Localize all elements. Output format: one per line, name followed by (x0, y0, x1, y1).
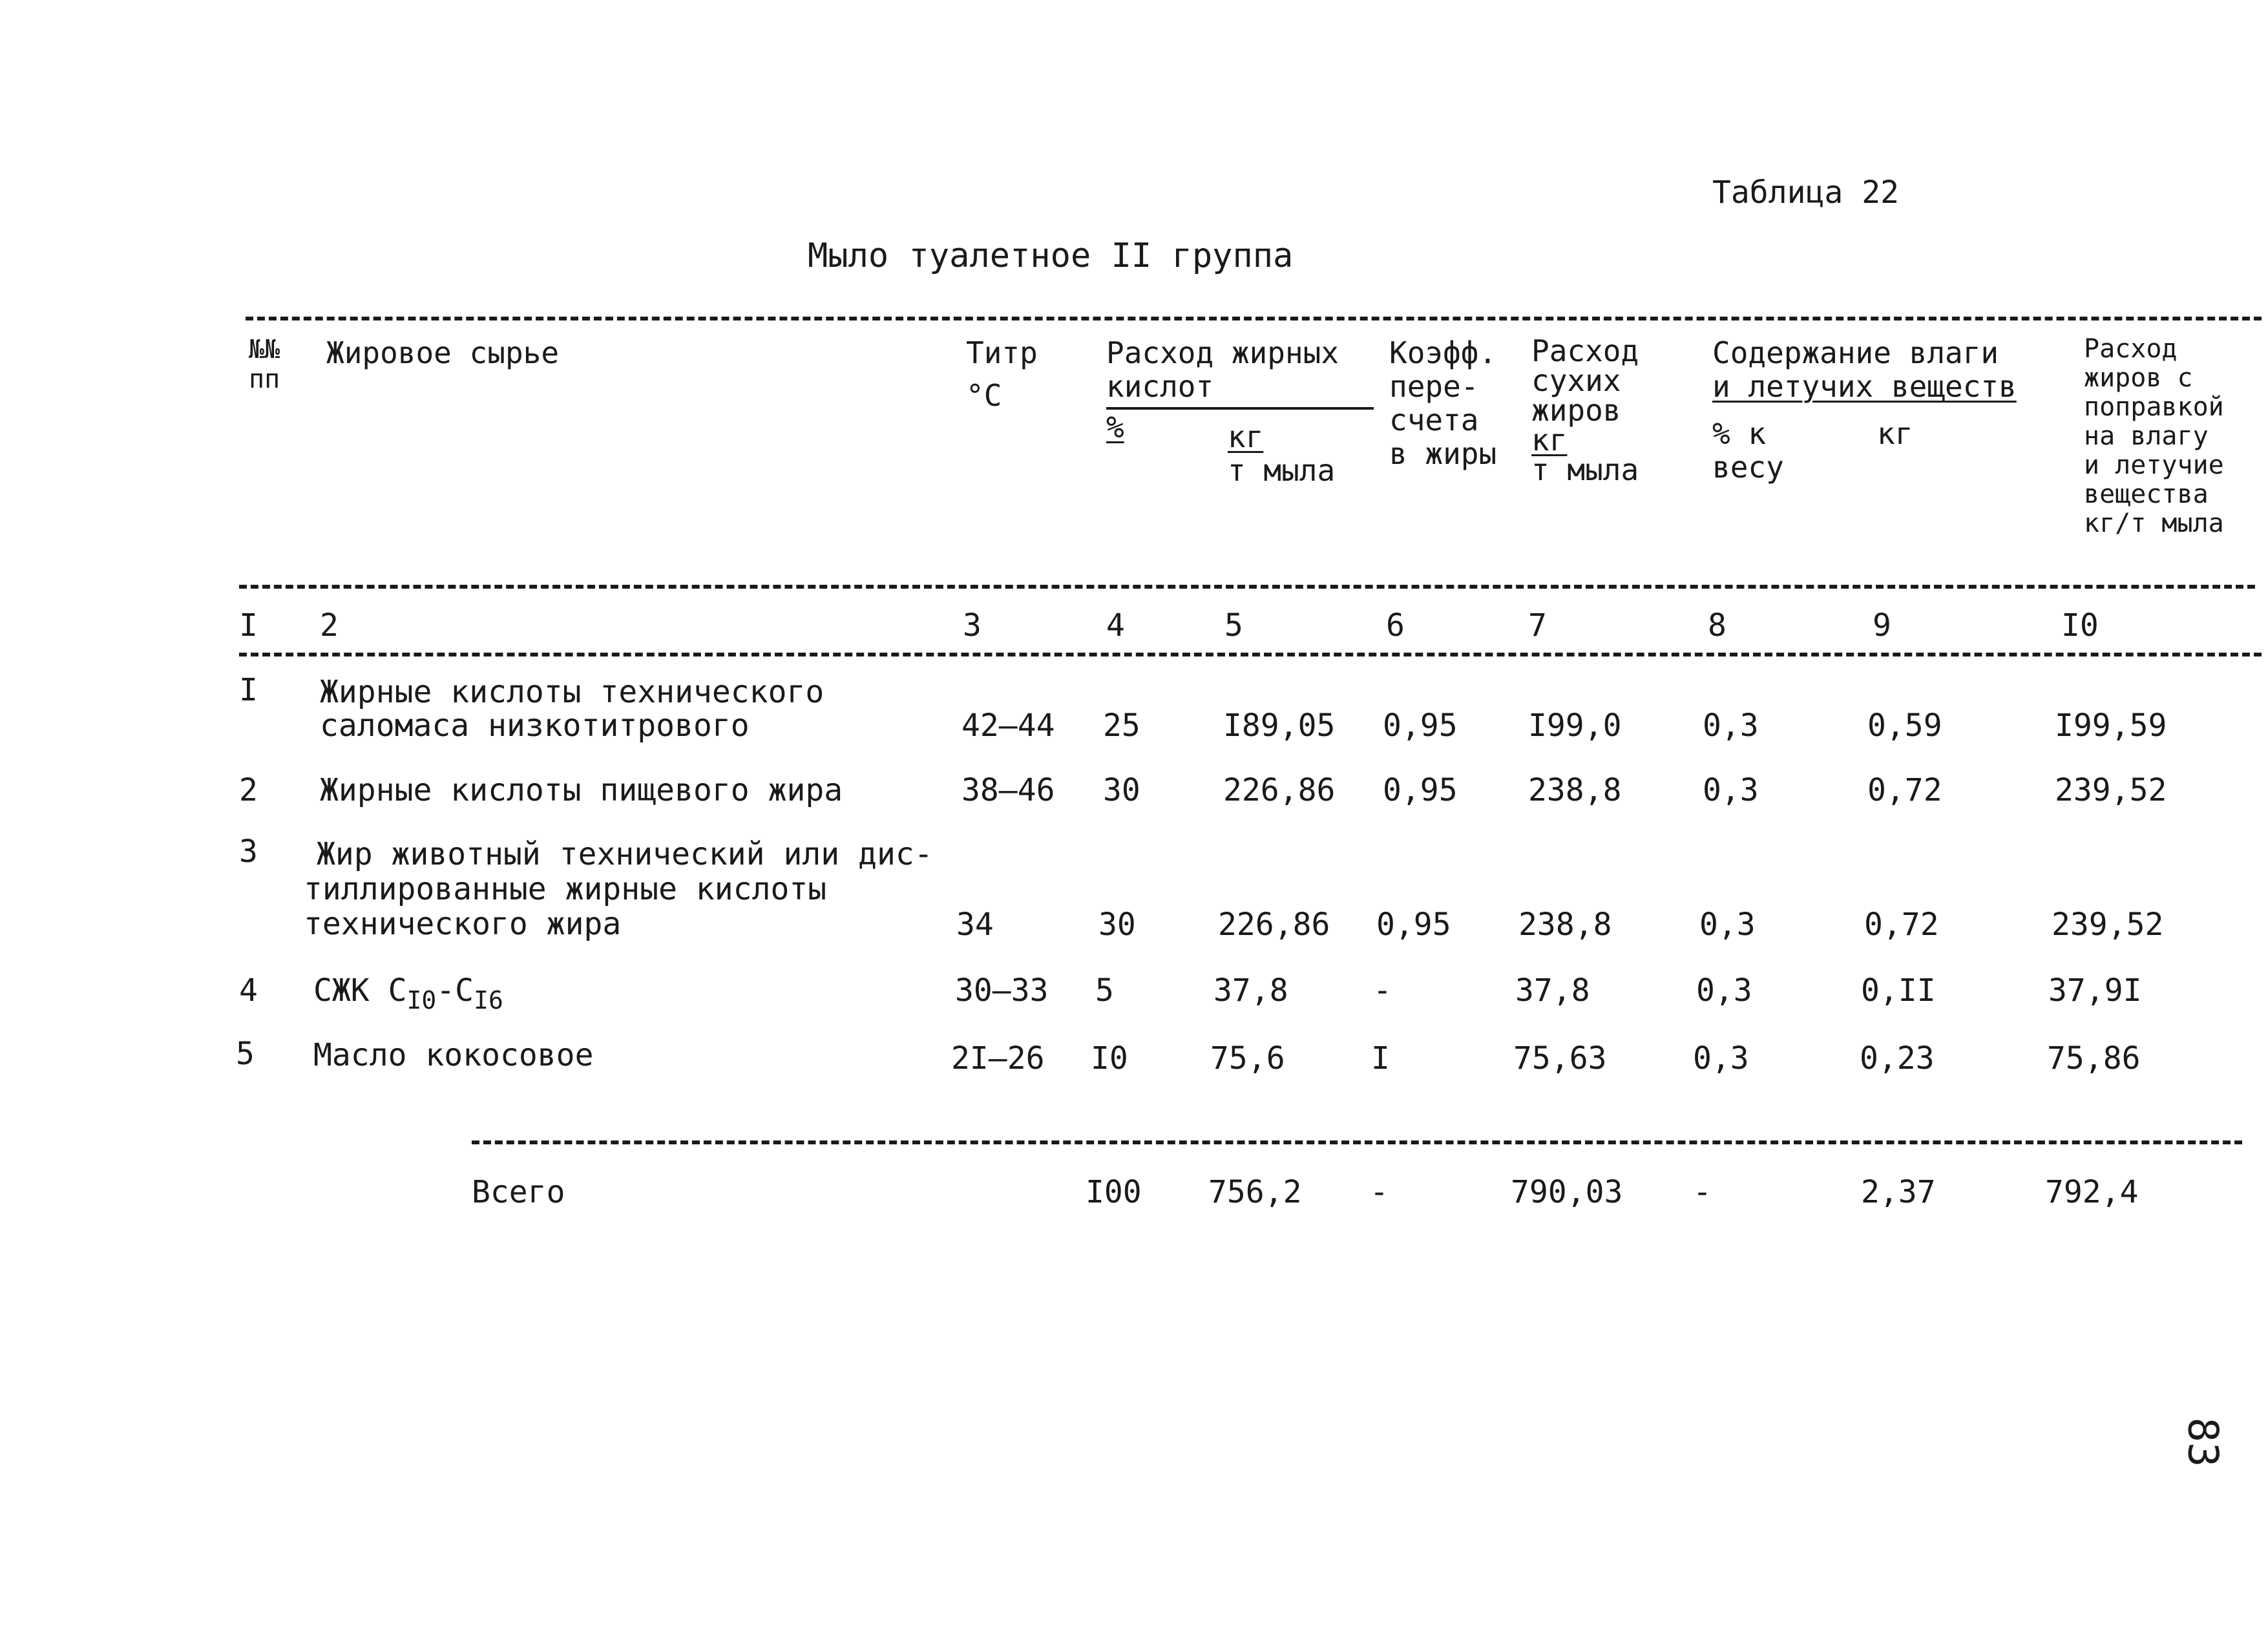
cell-dry: 75,63 (1513, 1040, 1607, 1077)
cell-dry: 37,8 (1515, 972, 1590, 1009)
column-number: 3 (963, 607, 982, 644)
header-top-rule (246, 317, 2262, 320)
header-col3: Титр °C (966, 335, 1038, 413)
column-number: 5 (1224, 607, 1243, 644)
header-col45: Расход жирных кислот (1106, 335, 1339, 404)
total-moist-pct: - (1693, 1174, 1712, 1210)
row-name: СЖК $C_{I0}-C_{I6}$ (313, 972, 503, 1014)
cell-coef: I (1371, 1040, 1390, 1077)
row-name: Масло кокосовое (313, 1037, 594, 1073)
header-col10: Расход жиров с поправкой на влагу и летучие вещества кг/т мыла (2084, 334, 2224, 538)
cell-pct: 5 (1095, 972, 1114, 1009)
cell-titr: 34 (956, 907, 994, 943)
cell-coef: 0,95 (1383, 772, 1458, 808)
header-bottom-rule (239, 585, 2255, 589)
column-number: I0 (2061, 607, 2099, 644)
cell-moist-kg: 0,II (1861, 972, 1936, 1009)
cell-moist-kg: 0,72 (1864, 907, 1939, 943)
row-name: Жирные кислоты технического саломаса низкотитрового (320, 674, 824, 744)
header-col45-underline (1106, 407, 1374, 410)
cell-total: 37,9I (2048, 972, 2142, 1009)
cell-kg: 37,8 (1213, 972, 1288, 1009)
row-number: 2 (239, 772, 258, 808)
row-number: I (239, 672, 258, 708)
cell-moist-pct: 0,3 (1699, 907, 1756, 943)
cell-moist-kg: 0,59 (1867, 708, 1942, 744)
cell-kg: 226,86 (1218, 907, 1330, 943)
header-col7: Расход сухих жиров кг т мыла (1531, 333, 1639, 487)
cell-kg: 226,86 (1223, 772, 1336, 808)
header-col89: Содержание влаги и летучих веществ (1712, 335, 2017, 404)
cell-titr: 42–44 (961, 708, 1055, 744)
column-number: 2 (320, 607, 339, 644)
total-coef: - (1370, 1174, 1389, 1210)
cell-moist-pct: 0,3 (1703, 708, 1759, 744)
column-number: 4 (1106, 607, 1125, 644)
numbers-bottom-rule (239, 653, 2262, 656)
cell-total: 239,52 (2055, 772, 2167, 808)
cell-kg: I89,05 (1223, 708, 1336, 744)
row-number: 4 (239, 972, 258, 1009)
total-pct: I00 (1086, 1174, 1142, 1210)
cell-total: 75,86 (2047, 1040, 2141, 1077)
page-number: 83 (2178, 1417, 2227, 1467)
header-col2: Жировое сырье (326, 335, 560, 370)
header-col5: кг т мыла (1228, 419, 1336, 488)
cell-coef: - (1373, 972, 1392, 1009)
cell-dry: 238,8 (1518, 907, 1612, 943)
cell-titr: 30–33 (955, 972, 1049, 1009)
page-title: Мыло туалетное II группа (808, 236, 1294, 275)
cell-moist-kg: 0,72 (1867, 772, 1942, 808)
row-name: Жир животный технический или дис- тиллированные жирные кислоты технического жира (304, 836, 933, 942)
header-col1: №№ пп (249, 335, 280, 394)
cell-titr: 38–46 (961, 772, 1055, 808)
cell-dry: I99,0 (1528, 708, 1622, 744)
total-kg: 756,2 (1208, 1174, 1302, 1210)
row-name: Жирные кислоты пищевого жира (320, 772, 843, 808)
cell-coef: 0,95 (1376, 907, 1451, 943)
header-col8: % к весу (1712, 416, 1784, 485)
total-label: Всего (472, 1174, 565, 1210)
total-rule (472, 1140, 2242, 1144)
cell-total: I99,59 (2055, 708, 2167, 744)
header-col4: % (1106, 410, 1124, 445)
cell-kg: 75,6 (1210, 1040, 1285, 1077)
header-col9: кг (1877, 416, 1913, 451)
column-number: 9 (1873, 607, 1891, 644)
total-total: 792,4 (2045, 1174, 2139, 1210)
total-moist-kg: 2,37 (1861, 1174, 1936, 1210)
total-dry: 790,03 (1511, 1174, 1623, 1210)
column-number: 6 (1386, 607, 1405, 644)
cell-dry: 238,8 (1528, 772, 1622, 808)
row-number: 3 (239, 834, 258, 870)
cell-titr: 2I–26 (951, 1040, 1045, 1077)
cell-pct: 30 (1103, 772, 1140, 808)
header-col6: Коэфф. пере- счета в жиры (1389, 335, 1497, 471)
cell-moist-pct: 0,3 (1703, 772, 1759, 808)
cell-pct: 25 (1103, 708, 1140, 744)
column-number: 8 (1708, 607, 1727, 644)
cell-moist-kg: 0,23 (1860, 1040, 1935, 1077)
cell-pct: I0 (1091, 1040, 1128, 1077)
cell-moist-pct: 0,3 (1696, 972, 1752, 1009)
cell-moist-pct: 0,3 (1693, 1040, 1749, 1077)
table-label: Таблица 22 (1712, 174, 1899, 211)
cell-total: 239,52 (2052, 907, 2164, 943)
row-number: 5 (236, 1036, 255, 1072)
cell-coef: 0,95 (1383, 708, 1458, 744)
column-number: 7 (1528, 607, 1547, 644)
cell-pct: 30 (1098, 907, 1136, 943)
column-number: I (239, 607, 258, 644)
